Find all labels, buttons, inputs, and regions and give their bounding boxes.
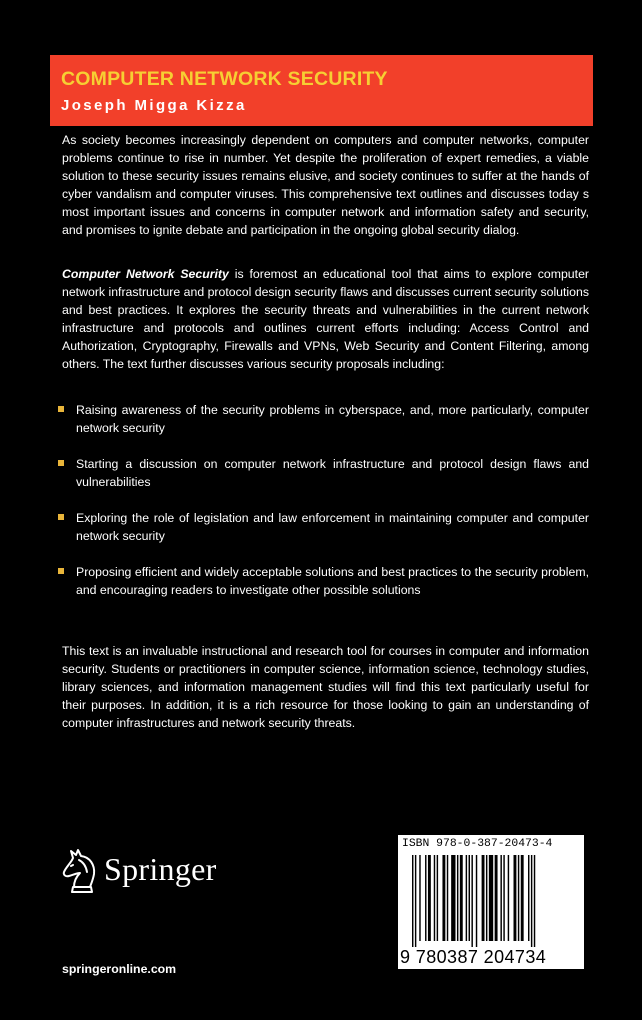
- overview-paragraph: [62, 265, 589, 373]
- square-bullet-icon: [58, 514, 64, 520]
- title-band: [50, 55, 593, 126]
- list-item: [58, 401, 589, 455]
- barcode-label: [398, 835, 584, 969]
- barcode-bars: [412, 855, 572, 947]
- list-item-text: Starting a discussion on computer network infrastructure and protocol design flaws and vulnerabilities: [76, 457, 589, 489]
- publisher-name: Springer: [104, 851, 217, 887]
- intro-paragraph: As society becomes increasingly dependent on computers and computer networks, computer problems continue to rise in number. Yet despite the proliferation of expert remedies, a viable solution to these security issues remains elusive, and society continues to suffer at the hands of cyber vandalism and computer viruses. This comprehensive text outlines and discusses today s most important issues and concerns in computer network and information safety and security, and promises to ignite debate and participation in the ongoing global security dialog.: [62, 133, 589, 237]
- knight-chess-piece-icon: [58, 846, 102, 896]
- closing-paragraph: This text is an invaluable instructional and research tool for courses in computer and information security. Students or practitioners in computer science, information science, technology studies, library sciences, and information management studies will find this text particularly useful for their purposes. In addition, it is a rich resource for those looking to gain an understanding of computer infrastructures and network security threats.: [62, 644, 589, 730]
- book-title: COMPUTER NETWORK SECURITY: [61, 68, 388, 90]
- publisher-logo: [58, 846, 238, 896]
- list-item-text: Raising awareness of the security problems in cyberspace, and, more particularly, computer network security: [76, 403, 589, 435]
- square-bullet-icon: [58, 568, 64, 574]
- overview-body: is foremost an educational tool that aims to explore computer network infrastructure and protocol design security flaws and discusses current security solutions and best practices. It explores the security threats and vulnerabilities in the current network infrastructure and protocols and outlines current efforts including: Access Control and Authorization, Cryptography, Firewalls and VPNs, Web Security and Content Filtering, among others. The text further discusses various security proposals including:: [62, 267, 589, 371]
- publisher-website: springeronline.com: [62, 962, 177, 976]
- barcode-digits: 9 780387 204734: [400, 947, 547, 967]
- overview-lead-title: Computer Network Security: [62, 267, 229, 281]
- isbn-text: ISBN 978-0-387-20473-4: [402, 838, 553, 850]
- list-item: [58, 563, 589, 617]
- square-bullet-icon: [58, 406, 64, 412]
- author-name: Joseph Migga Kizza: [61, 97, 247, 114]
- list-item: [58, 455, 589, 509]
- list-item-text: Proposing efficient and widely acceptable solutions and best practices to the security problem, and encouraging readers to investigate other possible solutions: [76, 565, 589, 597]
- list-item-text: Exploring the role of legislation and law enforcement in maintaining computer and computer network security: [76, 511, 589, 543]
- list-item: [58, 509, 589, 563]
- square-bullet-icon: [58, 460, 64, 466]
- proposal-list: [58, 401, 589, 617]
